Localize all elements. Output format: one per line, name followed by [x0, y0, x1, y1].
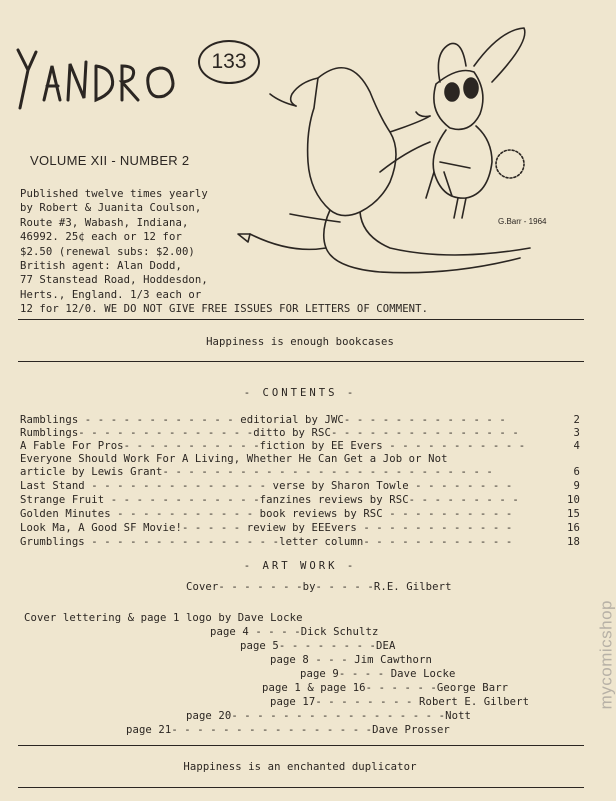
publication-info	[20, 187, 428, 317]
toc-page: 15	[567, 508, 580, 520]
toc-title: Look Ma, A Good SF Movie!- - - - - review by EEEvers - - - - - - - - - - - -	[20, 522, 513, 534]
art-credit: page 20- - - - - - - - - - - - - - - - -Nott	[186, 710, 472, 722]
pub-line: Herts., England. 1/3 each or	[20, 288, 202, 301]
art-credit: page 21- - - - - - - - - - - - - - - -Dave Prosser	[126, 724, 450, 736]
art-credit: page 9- - - - Dave Locke	[300, 668, 456, 680]
pub-line: $2.50 (renewal subs: $2.00)	[20, 245, 195, 258]
toc-page: 18	[567, 536, 580, 548]
toc-entry	[20, 494, 580, 507]
divider	[18, 745, 584, 746]
pub-line: Route #3, Wabash, Indiana,	[20, 216, 189, 229]
pub-line: Published twelve times yearly	[20, 188, 208, 200]
toc-title: Rumblings- - - - - - - - - - - - - -ditto by RSC- - - - - - - - - - - - - - -	[20, 427, 519, 439]
pub-line: 46992. 25¢ each or 12 for	[20, 231, 182, 244]
artwork-heading: - ART WORK -	[243, 560, 357, 572]
toc-title: A Fable For Pros- - - - - - - - - - -fiction by EE Evers - - - - - - - - - - -	[20, 440, 526, 452]
toc-title: Grumblings - - - - - - - - - - - - - - -letter column- - - - - - - - - - - -	[20, 536, 513, 548]
art-credit: page 17- - - - - - - - Robert E. Gilbert	[270, 696, 530, 708]
toc-page: 2	[573, 414, 580, 426]
toc-entry	[20, 522, 580, 535]
art-credit: page 1 & page 16- - - - - -George Barr	[262, 682, 509, 694]
toc-title: Strange Fruit - - - - - - - - - - - -fanzines reviews by RSC- - - - - - - - -	[20, 494, 519, 506]
pub-line: 12 for 12/0. WE DO NOT GIVE FREE ISSUES FOR LETTERS OF COMMENT.	[20, 303, 429, 316]
toc-entry	[20, 466, 580, 479]
contents-heading: - CONTENTS -	[243, 387, 357, 399]
art-credit: page 8 - - - Jim Cawthorn	[270, 654, 432, 666]
toc-title: Last Stand - - - - - - - - - - - - - - verse by Sharon Towle - - - - - - - -	[20, 480, 513, 492]
slogan-top: Happiness is enough bookcases	[206, 336, 394, 348]
toc-page: 6	[573, 466, 580, 478]
toc-entry	[20, 508, 580, 521]
art-credit: page 4 - - - -Dick Schultz	[210, 626, 379, 638]
divider	[18, 361, 584, 362]
toc-page: 10	[567, 494, 580, 506]
artist-signature: G.Barr - 1964	[498, 217, 547, 226]
toc-title: Golden Minutes - - - - - - - - - - - book reviews by RSC - - - - - - - - - -	[20, 508, 513, 520]
art-credit-cover: Cover- - - - - - -by- - - - -R.E. Gilbert	[186, 581, 452, 593]
toc-page: 4	[573, 440, 580, 452]
toc-title: article by Lewis Grant- - - - - - - - - - - - - - - - - - - - - - - - - -	[20, 466, 493, 478]
issue-number: 133	[211, 50, 247, 73]
watermark: mycomicshop	[596, 600, 615, 710]
toc-entry	[20, 440, 580, 453]
pub-line: 77 Stanstead Road, Hoddesdon,	[20, 274, 208, 287]
toc-entry	[20, 427, 580, 440]
toc-page: 3	[573, 427, 580, 439]
pub-line: British agent: Alan Dodd,	[20, 260, 182, 273]
yandro-logo	[14, 28, 184, 118]
divider	[18, 319, 584, 320]
toc-entry	[20, 536, 580, 549]
toc-title: Everyone Should Work For A Living, Whether He Can Get a Job or Not	[20, 453, 448, 465]
toc-entry	[20, 414, 580, 427]
toc-entry	[20, 480, 580, 493]
slogan-bottom: Happiness is an enchanted duplicator	[183, 761, 417, 773]
pub-line: by Robert & Juanita Coulson,	[20, 202, 202, 215]
toc-title: Ramblings - - - - - - - - - - - - editorial by JWC- - - - - - - - - - - - -	[20, 414, 506, 426]
art-credit: page 5- - - - - - - -DEA	[240, 640, 396, 652]
toc-page: 16	[567, 522, 580, 534]
toc-page: 9	[573, 480, 580, 492]
toc-entry	[20, 453, 580, 466]
volume-number: VOLUME XII - NUMBER 2	[30, 153, 190, 168]
divider	[18, 787, 584, 788]
art-credit: Cover lettering & page 1 logo by Dave Locke	[24, 612, 303, 624]
